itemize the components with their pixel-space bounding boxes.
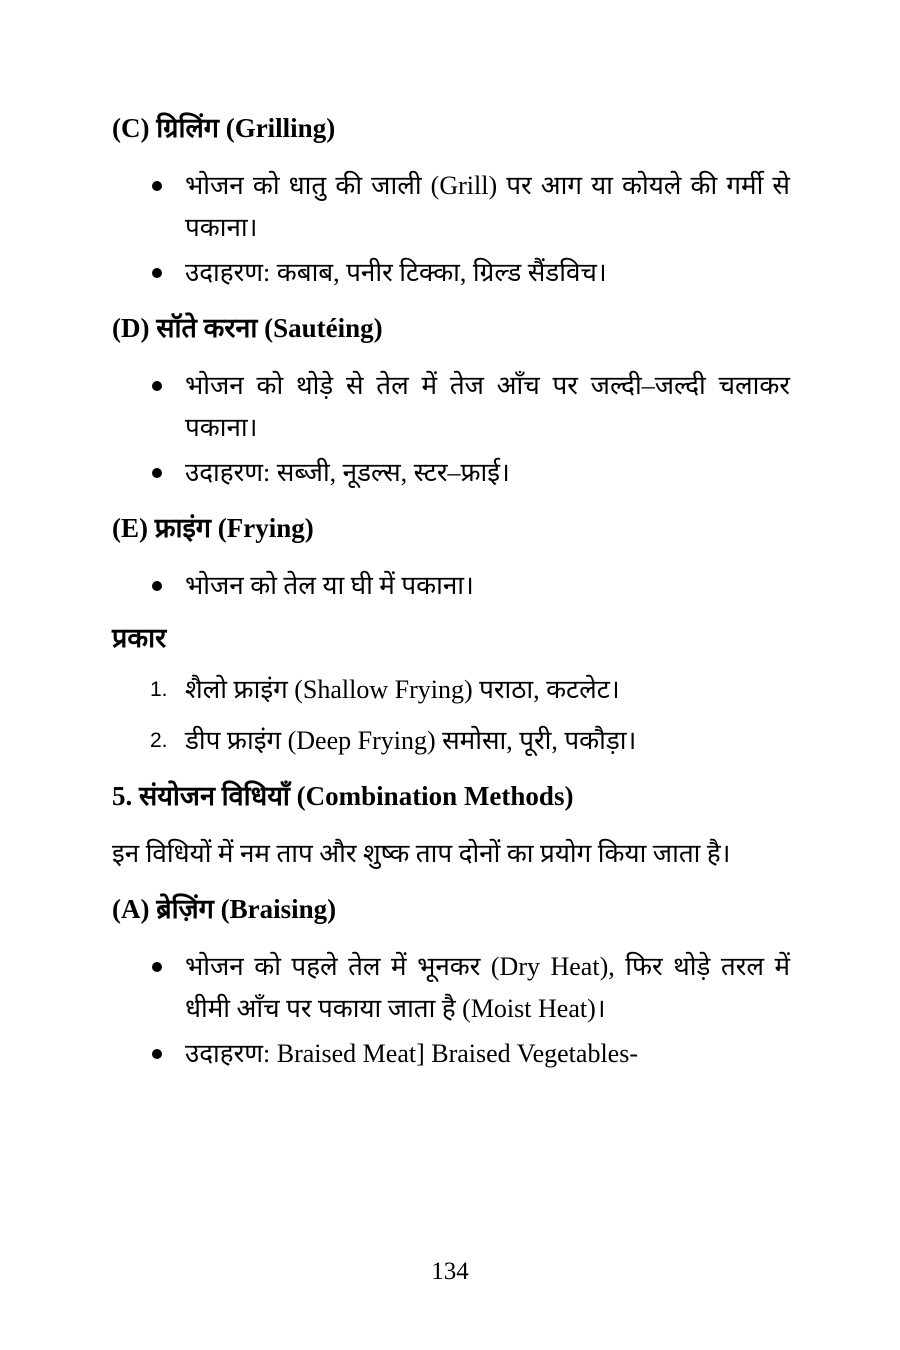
bullet-item: [112, 565, 790, 607]
bullet-text: भोजन को पहले तेल में भूनकर (Dry Heat), फिर थोड़े तरल में धीमी आँच पर पकाया जाता है (Moist Heat)।: [185, 952, 790, 1023]
bullet-text: उदाहरण: सब्जी, नूडल्स, स्टर–फ्राई।: [185, 458, 510, 487]
bullet-icon: [152, 381, 162, 391]
bullet-marker-column: [112, 946, 185, 972]
bullet-text: उदाहरण: Braised Meat] Braised Vegetables-: [185, 1039, 638, 1068]
bullet-item: [112, 165, 790, 249]
section-heading-braising: (A) ब्रेज़िंग (Braising): [112, 894, 337, 924]
page-number: 134: [431, 1258, 469, 1285]
section-heading-frying: (E) फ्राइंग (Frying): [112, 513, 314, 543]
list-number: 2.: [150, 729, 168, 752]
bullet-marker-column: [112, 252, 185, 278]
bullet-item: [112, 252, 790, 294]
section-heading-grilling: (C) ग्रिलिंग (Grilling): [112, 113, 336, 143]
bullet-icon: [152, 581, 162, 591]
list-number: 1.: [150, 678, 168, 701]
bullet-text: उदाहरण: कबाब, पनीर टिक्का, ग्रिल्ड सैंडविच।: [185, 258, 607, 287]
bullet-marker-column: [112, 565, 185, 591]
bullet-icon: [152, 468, 162, 478]
numbered-list-item: [112, 720, 790, 762]
numbered-list-item: [112, 669, 790, 711]
bullet-icon: [152, 1049, 162, 1059]
bullet-text: भोजन को तेल या घी में पकाना।: [185, 571, 474, 600]
bullet-item: [112, 365, 790, 449]
bullet-icon: [152, 962, 162, 972]
bullet-icon: [152, 268, 162, 278]
section-heading-combination-methods: 5. संयोजन विधियाँ (Combination Methods): [112, 781, 574, 811]
bullet-item: [112, 1033, 790, 1075]
bullet-text: भोजन को थोड़े से तेल में तेज आँच पर जल्दी–जल्दी चलाकर पकाना।: [185, 371, 790, 442]
bullet-text: भोजन को धातु की जाली (Grill) पर आग या कोयले की गर्मी से पकाना।: [185, 171, 790, 242]
bullet-marker-column: [112, 452, 185, 478]
bullet-marker-column: [112, 1033, 185, 1059]
numbered-text: शैलो फ्राइंग (Shallow Frying) पराठा, कटलेट।: [185, 675, 620, 704]
numbered-text: डीप फ्राइंग (Deep Frying) समोसा, पूरी, पकौड़ा।: [185, 726, 637, 755]
bullet-item: [112, 452, 790, 494]
bullet-icon: [152, 181, 162, 191]
bullet-item: [112, 946, 790, 1030]
bullet-marker-column: [112, 165, 185, 191]
subheading-types: प्रकार: [112, 623, 167, 653]
intro-paragraph: इन विधियों में नम ताप और शुष्क ताप दोनों का प्रयोग किया जाता है।: [112, 839, 731, 868]
section-heading-sauteing: (D) सॉते करना (Sautéing): [112, 313, 383, 343]
bullet-marker-column: [112, 365, 185, 391]
